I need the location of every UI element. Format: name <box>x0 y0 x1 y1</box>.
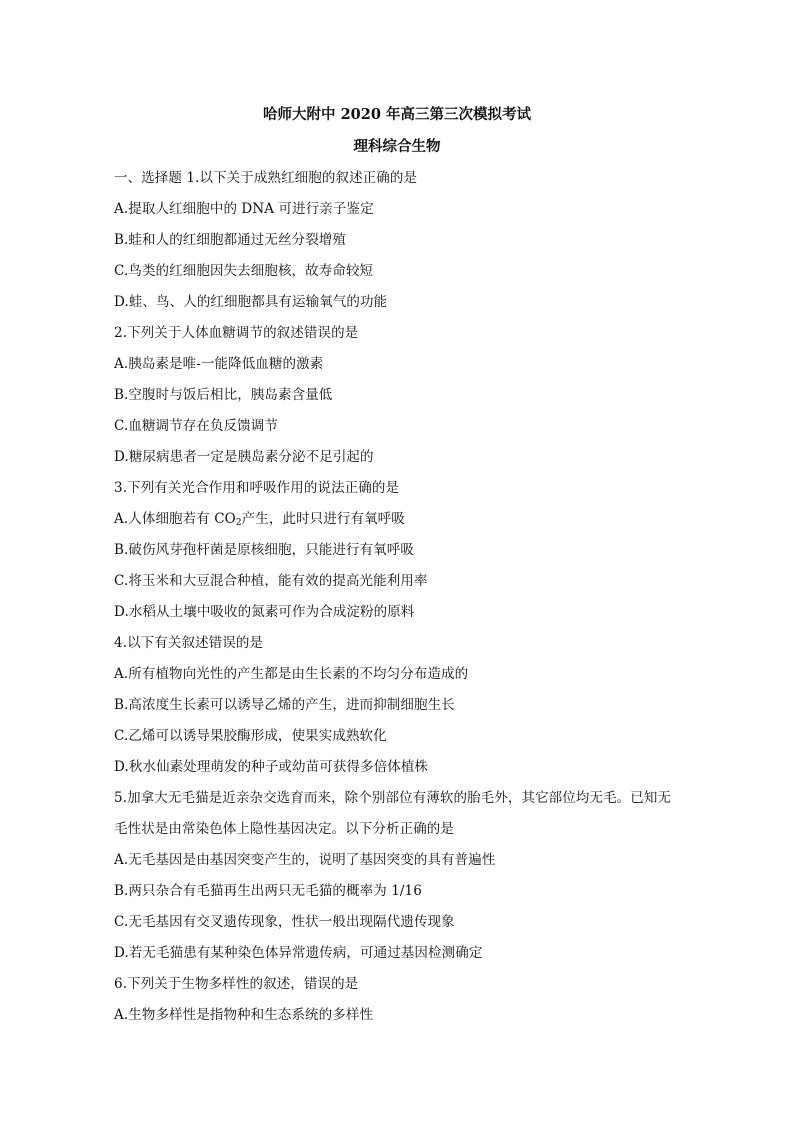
question-2-option-b: B.空腹时与饭后相比，胰岛素含量低 <box>114 387 333 403</box>
question-3-option-c: C.将玉米和大豆混合种植，能有效的提高光能利用率 <box>114 573 428 589</box>
subscript-2: 2 <box>235 518 242 528</box>
document-title: 哈师大附中 2020 年高三第三次模拟考试 <box>263 106 531 123</box>
question-5-option-c: C.无毛基因有交叉遗传现象，性状一般出现隔代遗传现象 <box>114 914 455 930</box>
question-4-option-b: B.高浓度生长素可以诱导乙烯的产生，进而抑制细胞生长 <box>114 697 455 713</box>
question-5-option-a: A.无毛基因是由基因突变产生的，说明了基因突变的具有普遍性 <box>114 852 496 868</box>
question-3-stem: 3.下列有关光合作用和呼吸作用的说法正确的是 <box>114 480 400 496</box>
question-5-option-b: B.两只杂合有毛猫再生出两只无毛猫的概率为 1/16 <box>114 883 422 899</box>
question-5-stem-line-1: 5.加拿大无毛猫是近亲杂交选育而来，除个别部位有薄软的胎毛外，其它部位均无毛。已知无 <box>114 790 672 806</box>
question-5-stem-line-2: 毛性状是由常染色体上隐性基因决定。以下分析正确的是 <box>114 821 454 837</box>
question-3-option-a: A.人体细胞若有 $CO_2$产生，此时只进行有氧呼吸 <box>114 511 405 528</box>
question-4-option-c: C.乙烯可以诱导果胶酶形成，使果实成熟软化 <box>114 728 387 744</box>
question-3-option-d: D.水稻从土壤中吸收的氮素可作为合成淀粉的原料 <box>114 604 415 620</box>
question-2-option-d: D.糖尿病患者一定是胰岛素分泌不足引起的 <box>114 449 374 465</box>
question-2-option-a: A.胰岛素是唯-一能降低血糖的激素 <box>114 356 324 372</box>
question-4-option-d: D.秋水仙素处理萌发的种子或幼苗可获得多倍体植株 <box>114 759 429 775</box>
question-4-option-a: A.所有植物向光性的产生都是由生长素的不均匀分布造成的 <box>114 666 469 682</box>
question-5-option-d: D.若无毛猫患有某种染色体异常遗传病，可通过基因检测确定 <box>114 945 483 961</box>
question-4-stem: 4.以下有关叙述错误的是 <box>114 635 264 651</box>
question-2-stem: 2.下列关于人体血糖调节的叙述错误的是 <box>114 325 359 341</box>
question-1-option-b: B.蛙和人的红细胞都通过无丝分裂增殖 <box>114 232 347 248</box>
question-1-option-d: D.蛙、鸟、人的红细胞都具有运输氧气的功能 <box>114 294 388 310</box>
question-6-option-a: A.生物多样性是指物种和生态系统的多样性 <box>114 1007 374 1023</box>
question-1-option-a: A.提取人红细胞中的 DNA 可进行亲子鉴定 <box>114 201 374 217</box>
document-subtitle: 理科综合生物 <box>353 138 441 155</box>
question-3-option-b: B.破伤风芽孢杆菌是原核细胞，只能进行有氧呼吸 <box>114 542 415 558</box>
question-2-option-c: C.血糖调节存在负反馈调节 <box>114 418 278 434</box>
question-1-stem: 一、选择题 1.以下关于成熟红细胞的叙述正确的是 <box>114 170 418 186</box>
question-6-stem: 6.下列关于生物多样性的叙述，错误的是 <box>114 976 359 992</box>
question-1-option-c: C.鸟类的红细胞因失去细胞核，故寿命较短 <box>114 263 374 279</box>
